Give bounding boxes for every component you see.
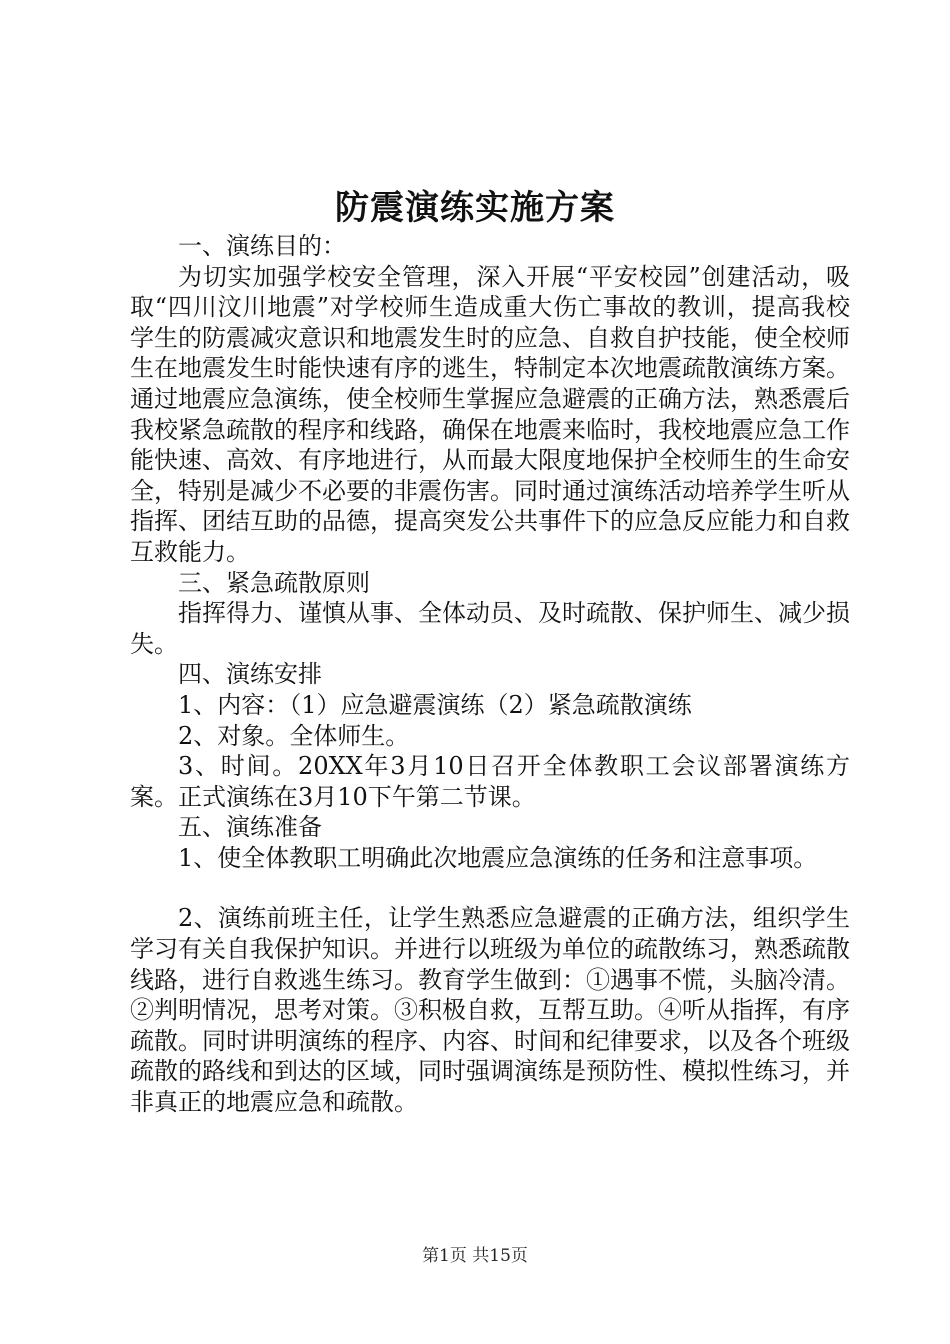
arrangement-item-content: 1、内容：（1）应急避震演练（2）紧急疏散演练 xyxy=(178,690,692,719)
section-heading-purpose: 一、演练目的： xyxy=(178,232,346,260)
paragraph-evacuation-principles: 指挥得力、谨慎从事、全体动员、及时疏散、保护师生、减少损失。 xyxy=(130,599,850,658)
arrangement-item-target: 2、对象。全体师生。 xyxy=(178,721,410,750)
preparation-item-1: 1、使全体教职工明确此次地震应急演练的任务和注意事项。 xyxy=(178,843,818,872)
preparation-item-2: 2、演练前班主任，让学生熟悉应急避震的正确方法，组织学生学习有关自我保护知识。并进行以班级为单位的疏散练习，熟悉疏散线路，进行自救逃生练习。教育学生做到：①遇事不慌，头脑冷清。②判明情况，思考对策。③积极自救，互帮互助。④听从指挥，有序疏散。同时讲明演练的程序、内容、时间和纪律要求，以及各个班级疏散的路线和到达的区域，同时强调演练是预防性、模拟性练习，并非真正的地震应急和疏散。 xyxy=(130,904,850,1117)
arrangement-item-time: 3、时间。20XX年3月10日召开全体教职工会议部署演练方案。正式演练在3月10下午第二节课。 xyxy=(130,752,850,811)
paragraph-gap xyxy=(130,873,850,903)
document-title: 防震演练实施方案 xyxy=(335,188,615,228)
section-heading-arrangement: 四、演练安排 xyxy=(178,660,322,689)
page-footer: 第1页 共15页 xyxy=(422,1246,528,1266)
paragraph-purpose: 为切实加强学校安全管理，深入开展“平安校园”创建活动，吸取“四川汶川地震”对学校师生造成重大伤亡事故的教训，提高我校学生的防震减灾意识和地震发生时的应急、自救自护技能，使全校师生在地震发生时能快速有序的逃生，特制定本次地震疏散演练方案。通过地震应急演练，使全校师生掌握应急避震的正确方法，熟悉震后我校紧急疏散的程序和线路，确保在地震来临时，我校地震应急工作能快速、高效、有序地进行，从而最大限度地保护全校师生的生命安全，特别是减少不必要的非震伤害。同时通过演练活动培养学生听从指挥、团结互助的品德，提高突发公共事件下的应急反应能力和自救互救能力。 xyxy=(130,262,850,566)
section-heading-preparation: 五、演练准备 xyxy=(178,813,322,842)
document-body xyxy=(130,231,850,1118)
section-heading-evacuation-principles: 三、紧急疏散原则 xyxy=(178,568,370,597)
